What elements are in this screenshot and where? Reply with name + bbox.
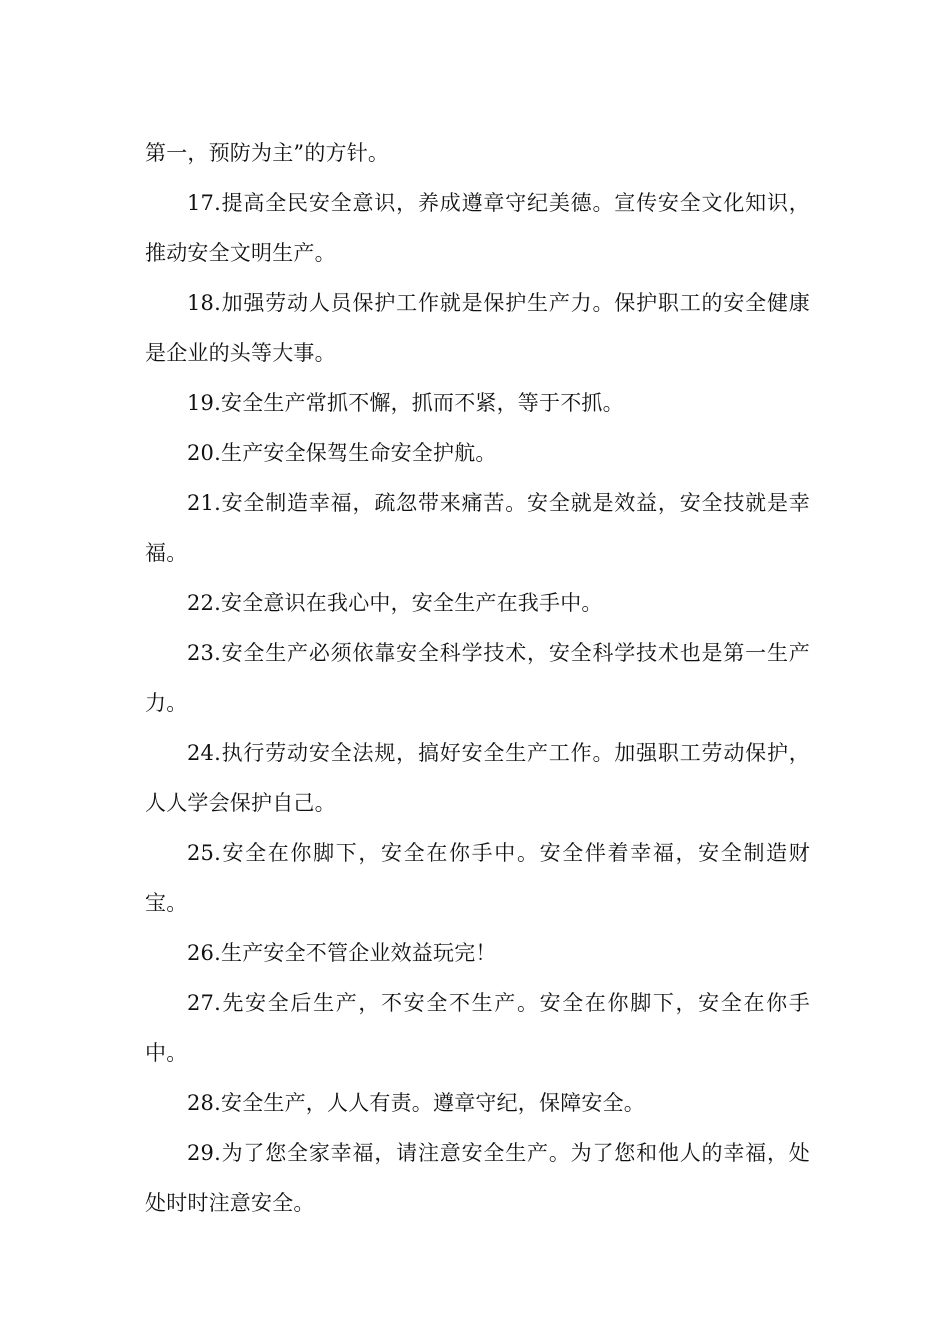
paragraph-18: 18.加强劳动人员保护工作就是保护生产力。保护职工的安全健康是企业的头等大事。 xyxy=(145,291,810,365)
paragraph-29: 29.为了您全家幸福，请注意安全生产。为了您和他人的幸福，处处时时注意安全。 xyxy=(145,1141,810,1215)
paragraph-21: 21.安全制造幸福，疏忽带来痛苦。安全就是效益，安全技就是幸福。 xyxy=(145,491,810,565)
paragraph-19: 19.安全生产常抓不懈，抓而不紧，等于不抓。 xyxy=(187,391,624,415)
paragraph-27: 27.先安全后生产，不安全不生产。安全在你脚下，安全在你手中。 xyxy=(145,991,810,1065)
document-body xyxy=(145,128,810,1228)
paragraph-20: 20.生产安全保驾生命安全护航。 xyxy=(187,441,497,465)
paragraph-28: 28.安全生产，人人有责。遵章守纪，保障安全。 xyxy=(187,1091,645,1115)
paragraph-23: 23.安全生产必须依靠安全科学技术，安全科学技术也是第一生产力。 xyxy=(145,641,810,715)
paragraph-24: 24.执行劳动安全法规，搞好安全生产工作。加强职工劳动保护，人人学会保护自己。 xyxy=(145,741,810,815)
paragraph-22: 22.安全意识在我心中，安全生产在我手中。 xyxy=(187,591,603,615)
paragraph-25: 25.安全在你脚下，安全在你手中。安全伴着幸福，安全制造财宝。 xyxy=(145,841,810,915)
paragraph-0: 第一，预防为主”的方针。 xyxy=(145,141,390,165)
paragraph-26: 26.生产安全不管企业效益玩完！ xyxy=(187,941,497,965)
paragraph-17: 17.提高全民安全意识，养成遵章守纪美德。宣传安全文化知识，推动安全文明生产。 xyxy=(145,191,810,265)
